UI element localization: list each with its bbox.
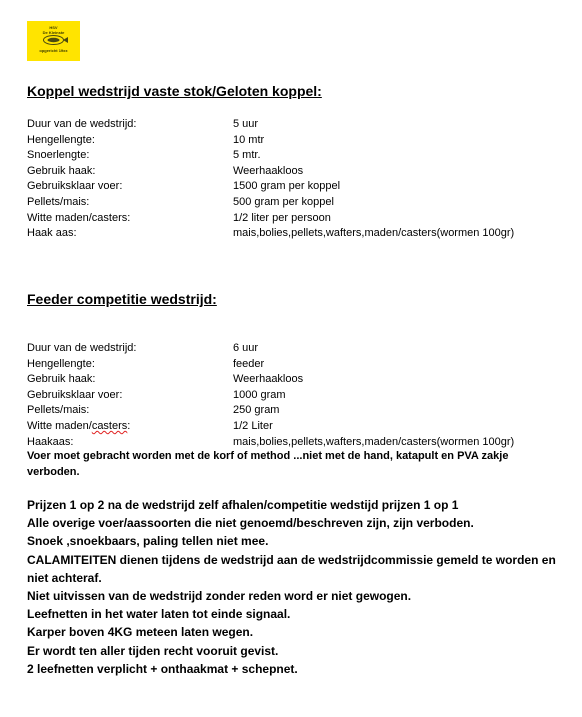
spec-value: 1000 gram bbox=[233, 388, 286, 401]
spec-value: 5 mtr. bbox=[233, 149, 261, 162]
spec-label-part: : bbox=[127, 419, 131, 432]
spec-value: 10 mtr bbox=[233, 133, 265, 146]
spec-value: 1500 gram per koppel bbox=[233, 180, 341, 193]
logo-line-3: opgericht 19xx bbox=[39, 48, 68, 53]
spec-label: Hengellengte: bbox=[27, 357, 95, 370]
spelling-flag: casters bbox=[91, 419, 128, 432]
rule-item: 2 leefnetten verplicht + onthaakmat + schepnet. bbox=[27, 661, 298, 676]
spec-label: Snoerlengte: bbox=[27, 149, 90, 162]
spec-label: Duur van de wedstrijd: bbox=[27, 118, 137, 130]
spec-value: 6 uur bbox=[233, 342, 259, 354]
rule-item: Karper boven 4KG meteen laten wegen. bbox=[27, 625, 254, 640]
rule-item: Leefnetten in het water laten tot einde signaal. bbox=[27, 607, 291, 622]
spec-value: mais,bolies,pellets,wafters,maden/casters(wormen 100gr) bbox=[233, 435, 515, 448]
rule-item: Alle overige voer/aassoorten die niet genoemd/beschreven zijn, zijn verboden. bbox=[27, 516, 474, 531]
spec-label: Haak aas: bbox=[27, 227, 77, 240]
rule-item: Niet uitvissen van de wedstrijd zonder reden word er niet gewogen. bbox=[27, 589, 412, 604]
spec-label: Gebruiksklaar voer: bbox=[27, 388, 123, 401]
spec-value: 1/2 liter per persoon bbox=[233, 211, 331, 224]
feeder-note: Voer moet gebracht worden met de korf of method ...niet met de hand, katapult en PVA zakje verboden. bbox=[27, 450, 509, 478]
spec-label: Gebruiksklaar voer: bbox=[27, 180, 123, 193]
club-logo bbox=[27, 21, 80, 61]
rule-item: Snoek ,snoekbaars, paling tellen niet mee. bbox=[27, 534, 269, 549]
rule-item: Er wordt ten aller tijden recht vooruit gevist. bbox=[27, 643, 279, 658]
spec-value: mais,bolies,pellets,wafters,maden/casters(wormen 100gr) bbox=[233, 227, 515, 240]
spec-label: Gebruik haak: bbox=[27, 373, 96, 386]
spec-value: Weerhaakloos bbox=[233, 373, 304, 386]
spec-label: Haakaas: bbox=[27, 435, 74, 448]
spec-label: Hengellengte: bbox=[27, 133, 95, 146]
spec-label: Pellets/mais: bbox=[27, 404, 90, 417]
spec-value: 5 uur bbox=[233, 118, 259, 130]
spec-label: Witte maden/casters: bbox=[27, 211, 131, 224]
spec-label: Gebruik haak: bbox=[27, 164, 96, 177]
section-2-title: Feeder competitie wedstrijd: bbox=[27, 291, 217, 307]
spec-label: Duur van de wedstrijd: bbox=[27, 342, 137, 354]
spec-value: 500 gram per koppel bbox=[233, 195, 334, 208]
spec-value: 250 gram bbox=[233, 404, 280, 417]
spec-value: feeder bbox=[233, 357, 265, 370]
logo-line-1: HSV bbox=[49, 25, 58, 30]
logo-line-2: De Kleinste bbox=[42, 30, 65, 35]
spec-value: 1/2 Liter bbox=[233, 419, 273, 432]
spec-value: Weerhaakloos bbox=[233, 164, 304, 177]
rule-item: CALAMITEITEN dienen tijdens de wedstrijd aan de wedstrijdcommissie gemeld te worden en niet achteraf. bbox=[27, 552, 556, 585]
section-1-title: Koppel wedstrijd vaste stok/Geloten koppel: bbox=[27, 83, 322, 99]
spec-label: Pellets/mais: bbox=[27, 195, 90, 208]
rules-list bbox=[27, 496, 562, 678]
spec-label-part: Witte maden/ bbox=[27, 419, 92, 432]
spec-label bbox=[27, 419, 130, 435]
rule-item: Prijzen 1 op 2 na de wedstrijd zelf afhalen/competitie wedstijd prijzen 1 op 1 bbox=[27, 498, 459, 512]
